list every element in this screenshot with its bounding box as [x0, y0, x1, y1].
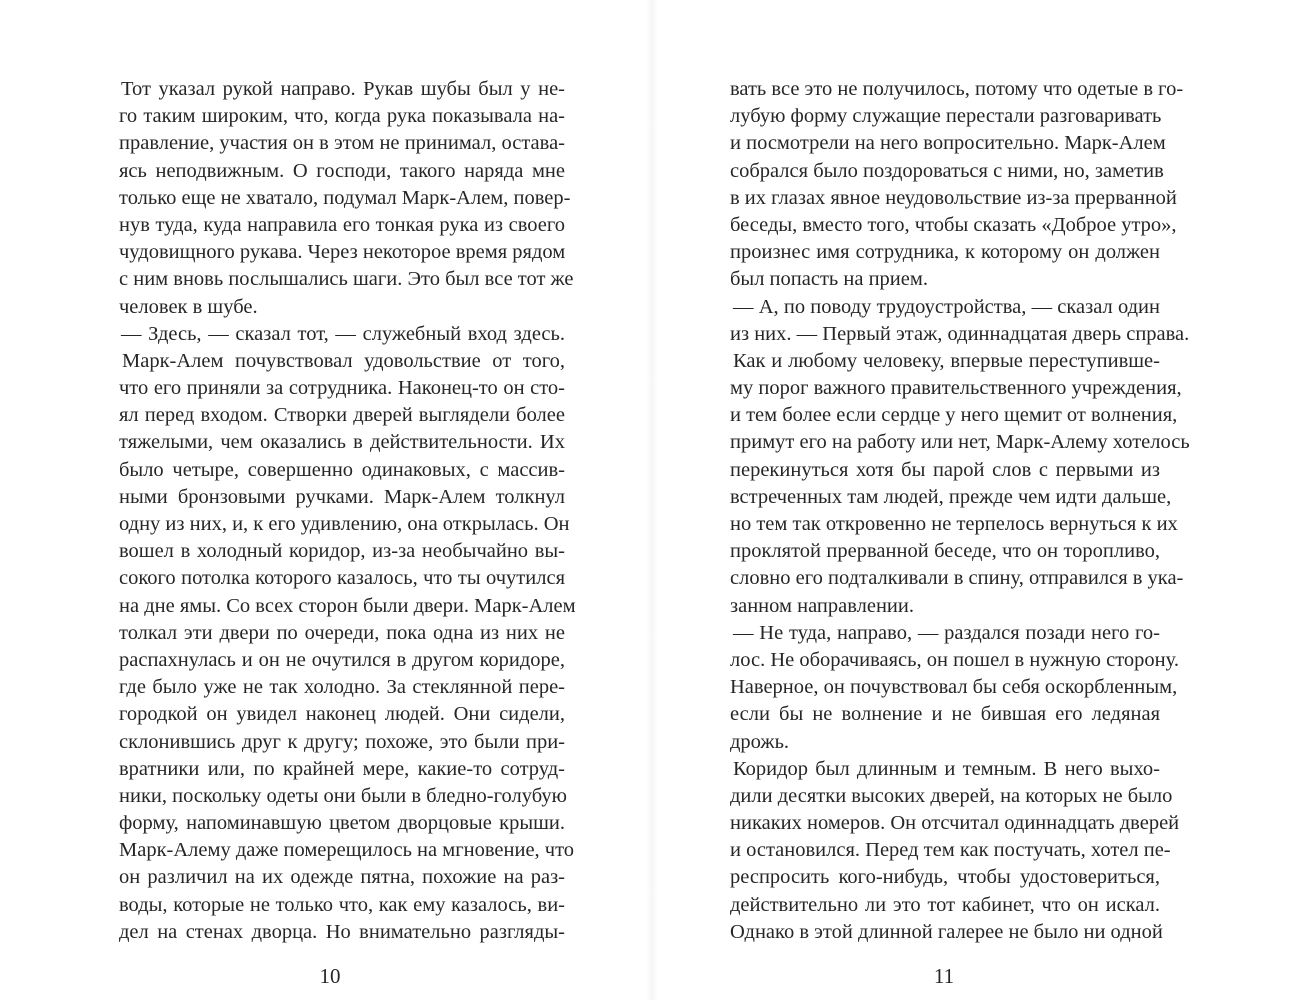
text-line: — Здесь, — сказал тот, — служебный вход здесь.: [121, 322, 565, 345]
text-line: тяжелыми, чем оказались в действительности. Их: [119, 431, 565, 454]
text-line: Марк-Алему даже померещилось на мгновение, что: [119, 839, 575, 862]
text-line: встреченных там людей, прежде чем идти дальше,: [730, 485, 1172, 508]
text-line: с ним вновь послышались шаги. Это был все тот же: [119, 268, 574, 291]
text-line: Наверное, он почувствовал бы себя оскорбленным,: [730, 676, 1178, 699]
text-line: никаких номеров. Он отсчитал одиннадцать дверей: [730, 812, 1180, 835]
text-line: лубую форму служащие перестали разговаривать: [730, 105, 1162, 128]
text-line: человек в шубе.: [119, 295, 258, 318]
text-line: дрожь.: [730, 730, 790, 753]
text-line: чудовищного рукава. Через некоторое время рядом: [119, 241, 566, 264]
text-line: проклятой прерванной беседе, что он торопливо,: [730, 540, 1160, 563]
text-line: склонившись друг к другу; похоже, это были при-: [119, 730, 565, 753]
text-line: нув туда, куда направила его тонкая рука из своего: [119, 213, 565, 236]
text-line: ными бронзовыми ручками. Марк-Алем толкнул: [119, 485, 565, 508]
text-line: дили десятки высоких дверей, на которых не было: [730, 784, 1173, 807]
text-line: Как и любому человеку, впервые переступивше-: [733, 349, 1160, 372]
text-line: занном направлении.: [730, 594, 914, 617]
text-line: распахнулась и он не очутился в другом коридоре,: [119, 648, 565, 671]
text-line: в их глазах явное неудовольствие из-за прерванной: [730, 186, 1177, 209]
text-line: ники, поскольку одеты они были в бледно-голубую: [119, 784, 567, 807]
text-line: был попасть на прием.: [730, 268, 928, 291]
text-line: форму, напоминавшую цветом дворцовые крыши.: [119, 812, 565, 835]
text-line: городкой он увидел наконец людей. Они сидели,: [119, 703, 565, 726]
text-line: му порог важного правительственного учреждения,: [730, 377, 1182, 400]
text-line: ял перед входом. Створки дверей выглядели более: [119, 404, 565, 427]
text-line: произнес имя сотрудника, к которому он должен: [730, 241, 1160, 264]
text-line: правление, участия он в этом не принимал, остава-: [119, 132, 565, 155]
text-line: собрался было поздороваться с ними, но, заметив: [730, 159, 1164, 182]
text-line: — А, по поводу трудоустройства, — сказал один: [733, 295, 1160, 318]
text-line: он различил на их одежде пятна, похожие на раз-: [119, 866, 565, 889]
text-line: воды, которые не только что, как ему казалось, ви-: [119, 893, 565, 916]
right-page: [652, 0, 1304, 1000]
text-line: одну из них, и, к его удивлению, она открылась. Он: [119, 513, 570, 535]
text-line: и остановился. Перед тем как постучать, хотел пе-: [730, 839, 1171, 862]
text-line: вать все это не получилось, потому что одетые в го-: [730, 78, 1184, 100]
text-line: было четыре, совершенно одинаковых, с массив-: [119, 458, 565, 481]
text-line: Однако в этой длинной галерее не было ни одной: [730, 920, 1163, 943]
text-line: го таким широким, что, когда рука показывала на-: [119, 105, 565, 128]
text-line: где было уже не так холодно. За стеклянной пере-: [119, 676, 565, 699]
text-line: вошел в холодный коридор, из-за необычайно вы-: [119, 540, 565, 563]
text-line: и тем более если сердце у него щемит от волнения,: [730, 404, 1178, 427]
text-line: действительно ли это тот кабинет, что он искал.: [730, 893, 1160, 916]
text-line: — Не туда, направо, — раздался позади него го-: [733, 621, 1160, 644]
text-line: только еще не хватало, подумал Марк-Алем, повер-: [119, 186, 571, 209]
text-line: что его приняли за сотрудника. Наконец-то он сто-: [119, 377, 565, 400]
text-line: вратники или, по крайней мере, какие-то сотруд-: [119, 757, 565, 780]
text-line: Марк-Алем почувствовал удовольствие от того,: [122, 349, 565, 372]
text-line: толкал эти двери по очереди, пока одна из них не: [119, 621, 565, 644]
text-line: респросить кого-нибудь, чтобы удостовериться,: [730, 866, 1160, 889]
text-line: сокого потолка которого казалось, что ты очутился: [119, 567, 565, 590]
text-line: беседы, вместо того, чтобы сказать «Доброе утро»,: [730, 213, 1177, 236]
text-line: лос. Не оборачиваясь, он пошел в нужную сторону.: [730, 648, 1179, 671]
text-line: из них. — Первый этаж, одиннадцатая дверь справа.: [730, 322, 1190, 345]
page-number: 11: [933, 964, 955, 988]
text-line: дел на стенах дворца. Но внимательно разгляды-: [119, 920, 565, 943]
text-line: словно его подталкивали в спину, отправился в ука-: [730, 567, 1184, 590]
text-line: Тот указал рукой направо. Рукав шубы был у не-: [121, 78, 565, 100]
right-page-text: [730, 76, 1190, 946]
text-line: и посмотрели на него вопросительно. Марк-Алем: [730, 132, 1166, 155]
text-line: но тем так откровенно не терпелось вернуться к их: [730, 513, 1178, 535]
text-line: ясь неподвижным. О господи, такого наряда мне: [119, 159, 565, 182]
text-line: Коридор был длинным и темным. В него выхо-: [733, 757, 1160, 780]
text-line: если бы не волнение и не бившая его ледяная: [730, 703, 1160, 726]
text-line: примут его на работу или нет, Марк-Алему хотелось: [730, 431, 1190, 454]
text-line: на дне ямы. Со всех сторон были двери. Марк-Алем: [119, 594, 576, 617]
text-line: перекинуться хотя бы парой слов с первыми из: [730, 458, 1160, 481]
page-number: 10: [319, 964, 341, 988]
left-page-text: [119, 76, 576, 946]
